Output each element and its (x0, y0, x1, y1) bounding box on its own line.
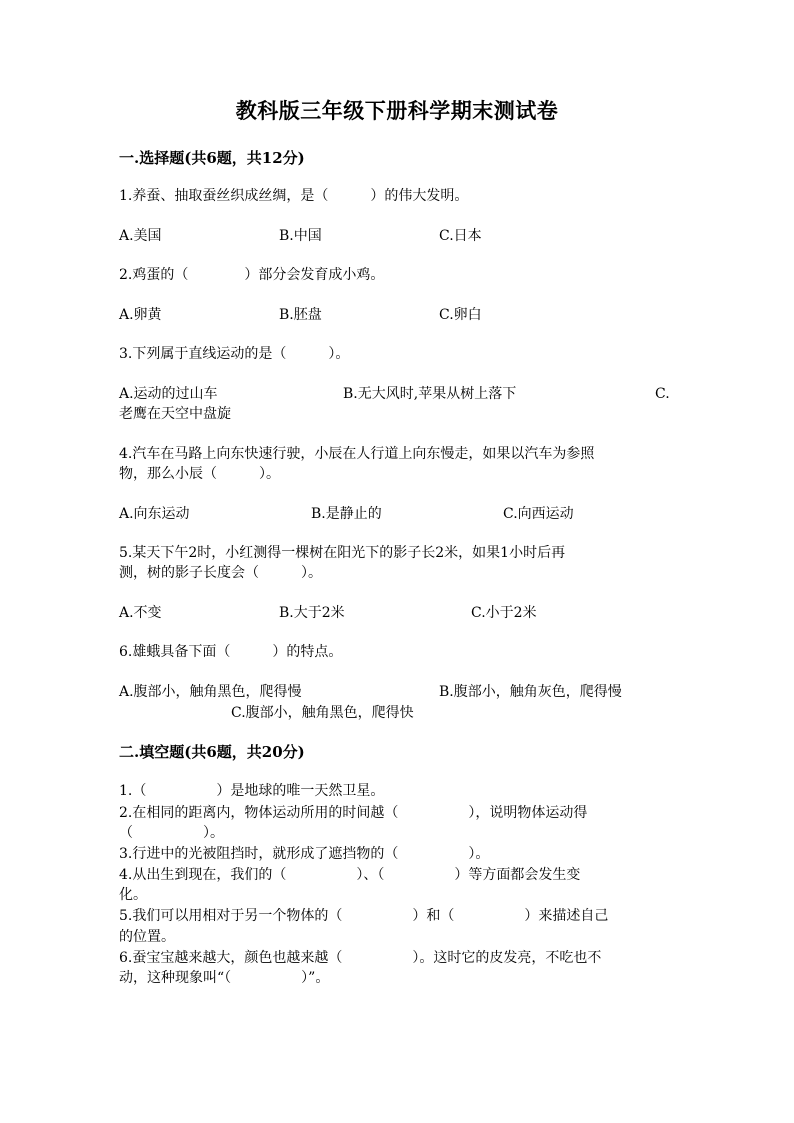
question-6-option-a: A.腹部小，触角黑色，爬得慢 (119, 684, 302, 700)
fill-blank-line-2: 2.在相同的距离内，物体运动所用的时间越（ ），说明物体运动得 (119, 805, 588, 821)
question-4-option-a: A.向东运动 (119, 506, 190, 522)
question-5-option-a: A.不变 (119, 605, 162, 621)
fill-blank-line-3: （ ）。 (119, 825, 224, 841)
question-6-stem: 6.雄蛾具备下面（ ）的特点。 (119, 644, 343, 660)
question-3-option-a: A.运动的过山车 (119, 386, 218, 402)
question-5-stem-line-1: 5.某天下午2时，小红测得一棵树在阳光下的影子长2米，如果1小时后再 (119, 545, 566, 561)
question-2-option-b: B.胚盘 (279, 307, 322, 323)
section-heading-fill-blank: 二.填空题(共6题，共20分) (119, 743, 305, 761)
section-heading-choice: 一.选择题(共6题，共12分) (119, 149, 305, 167)
question-3-option-c-label: C. (655, 386, 670, 402)
question-1-option-c: C.日本 (439, 228, 482, 244)
fill-blank-line-9: 6.蚕宝宝越来越大，颜色也越来越（ ）。这时它的皮发亮，不吃也不 (119, 950, 602, 966)
fill-blank-line-5: 4.从出生到现在，我们的（ ）、（ ）等方面都会发生变 (119, 867, 581, 883)
question-1-option-a: A.美国 (119, 228, 162, 244)
question-4-option-c: C.向西运动 (503, 506, 574, 522)
question-4-stem-line-2: 物，那么小辰（ ）。 (119, 466, 280, 482)
question-3-stem: 3.下列属于直线运动的是（ ）。 (119, 346, 350, 362)
question-5-stem-line-2: 测，树的影子长度会（ ）。 (119, 565, 322, 581)
question-4-stem-line-1: 4.汽车在马路上向东快速行驶，小辰在人行道上向东慢走，如果以汽车为参照 (119, 446, 595, 462)
fill-blank-line-10: 动，这种现象叫“（ ）”。 (119, 970, 330, 986)
question-2-option-c: C.卵白 (439, 307, 482, 323)
question-2-option-a: A.卵黄 (119, 307, 162, 323)
question-6-option-c: C.腹部小，触角黑色，爬得快 (231, 705, 414, 721)
question-1-option-b: B.中国 (279, 228, 322, 244)
fill-blank-line-4: 3.行进中的光被阻挡时，就形成了遮挡物的（ ）。 (119, 846, 490, 862)
page-title: 教科版三年级下册科学期末测试卷 (235, 98, 559, 123)
question-5-option-b: B.大于2米 (279, 605, 345, 621)
question-4-option-b: B.是静止的 (311, 506, 382, 522)
question-1-stem: 1.养蚕、抽取蚕丝织成丝绸，是（ ）的伟大发明。 (119, 188, 469, 204)
question-3-option-b: B.无大风时,苹果从树上落下 (343, 386, 517, 402)
fill-blank-line-7: 5.我们可以用相对于另一个物体的（ ）和（ ）来描述自己 (119, 908, 609, 924)
fill-blank-line-8: 的位置。 (119, 929, 175, 945)
question-6-option-b: B.腹部小，触角灰色，爬得慢 (439, 684, 622, 700)
fill-blank-line-6: 化。 (119, 887, 147, 903)
fill-blank-line-1: 1.（ ）是地球的唯一天然卫星。 (119, 783, 385, 799)
question-2-stem: 2.鸡蛋的（ ）部分会发育成小鸡。 (119, 267, 385, 283)
question-5-option-c: C.小于2米 (471, 605, 537, 621)
question-3-option-c-text: 老鹰在天空中盘旋 (119, 406, 231, 422)
